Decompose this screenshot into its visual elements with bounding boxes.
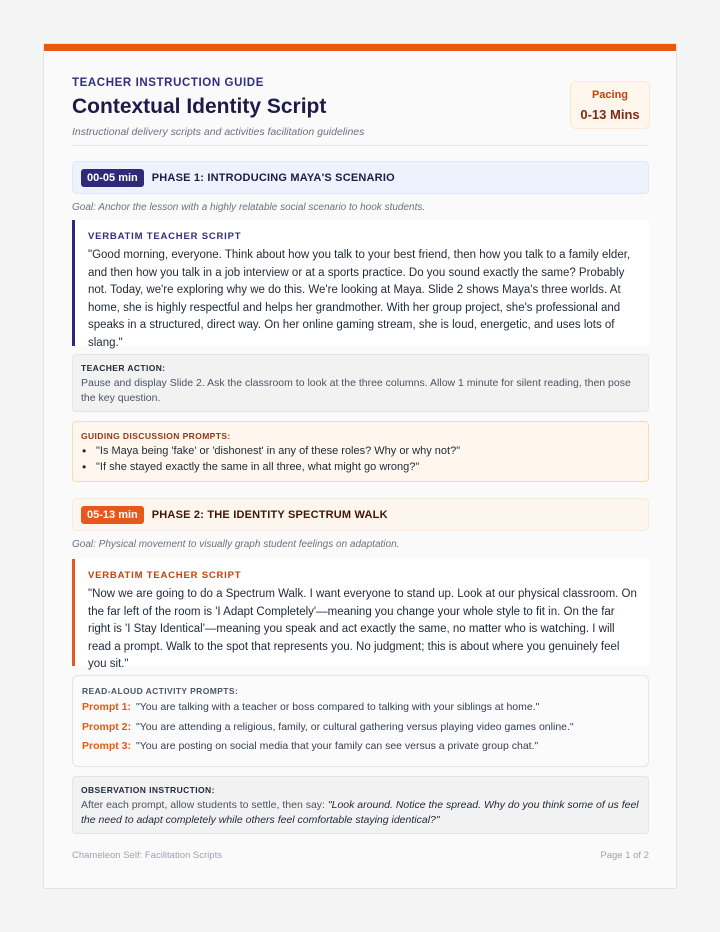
read-aloud-prompt bbox=[82, 701, 639, 716]
list-item: • "If she stayed exactly the same in all three, what might go wrong?" bbox=[81, 459, 640, 475]
pacing-badge bbox=[570, 81, 650, 129]
phase-2-time-badge: 05-13 min bbox=[81, 506, 144, 524]
page-header bbox=[72, 77, 650, 138]
prompt-key: Prompt 1: bbox=[82, 701, 132, 713]
top-accent-bar bbox=[44, 44, 676, 51]
phase-2-script-box bbox=[72, 559, 649, 671]
teacher-action-box bbox=[72, 354, 649, 412]
page-footer bbox=[72, 850, 649, 861]
header-divider bbox=[72, 145, 649, 146]
observation-text bbox=[81, 798, 640, 828]
phase-2-header bbox=[72, 498, 649, 531]
discussion-prompts-box bbox=[72, 421, 649, 482]
discussion-prompts-list bbox=[81, 443, 640, 475]
phase-1-goal: Goal: Anchor the lesson with a highly relatable social scenario to hook students. bbox=[72, 202, 426, 213]
read-aloud-prompt bbox=[82, 740, 639, 755]
list-item: • "Is Maya being 'fake' or 'dishonest' in any of these roles? Why or why not?" bbox=[81, 443, 640, 459]
page-number: Page 1 of 2 bbox=[600, 850, 649, 861]
prompt-text: "You are talking with a teacher or boss compared to talking with your siblings at home." bbox=[136, 701, 540, 713]
guide-eyebrow: TEACHER INSTRUCTION GUIDE bbox=[72, 77, 264, 89]
phase-2-script-text: "Now we are going to do a Spectrum Walk. I want everyone to stand up. Look at our physical classroom. On the far left of the room is 'I Adapt Completely'—meaning you change your whole style to fit in. On the far right is 'I Stay Identical'—meaning you speak and act exactly the same, no matter who is watching. I will read a prompt. Walk to the spot that represents you. No judgment; this is about where you genuinely feel you sit." bbox=[88, 588, 637, 671]
phase-1-header bbox=[72, 161, 649, 194]
page-title: Contextual Identity Script bbox=[72, 95, 327, 118]
observation-instruction: After each prompt, allow students to settle, then say: bbox=[81, 799, 328, 811]
observation-box bbox=[72, 776, 649, 834]
phase-2-script-label: VERBATIM TEACHER SCRIPT bbox=[88, 570, 242, 581]
read-aloud-prompts-box bbox=[72, 675, 649, 767]
read-aloud-label: READ-ALOUD ACTIVITY PROMPTS: bbox=[82, 686, 239, 696]
footer-title: Chameleon Self: Facilitation Scripts bbox=[72, 850, 222, 861]
phase-1-script-text: "Good morning, everyone. Think about how you talk to your best friend, then how you talk to a family elder, and then how you talk in a job interview or at a sports practice. Do you sound exactly the same? Probably not. Today, we're exploring why we do this. We're looking at Maya. Slide 2 shows Maya's three worlds. At home, she is highly respectful and helps her grandmother. With her group project, she's professional and speaks in a structured, direct way. On her online gaming stream, she is loud, energetic, and uses lots of slang." bbox=[88, 249, 631, 349]
pacing-value: 0-13 Mins bbox=[580, 107, 640, 122]
phase-2-title: PHASE 2: THE IDENTITY SPECTRUM WALK bbox=[151, 508, 388, 521]
prompt-text: "You are attending a religious, family, or cultural gathering versus playing video games online." bbox=[136, 720, 574, 733]
discussion-prompts-label: GUIDING DISCUSSION PROMPTS: bbox=[81, 431, 231, 441]
phase-2-goal: Goal: Physical movement to visually graph student feelings on adaptation. bbox=[72, 539, 400, 550]
pacing-label: Pacing bbox=[591, 89, 629, 101]
observation-label: OBSERVATION INSTRUCTION: bbox=[81, 785, 215, 795]
teacher-action-label: TEACHER ACTION: bbox=[81, 363, 166, 373]
prompt-text: "You are posting on social media that your family can see versus a private group chat." bbox=[136, 740, 539, 752]
teacher-action-text: Pause and display Slide 2. Ask the classroom to look at the three columns. Allow 1 minute for silent reading, then pose the key question. bbox=[81, 377, 631, 404]
page-subtitle: Instructional delivery scripts and activities facilitation guidelines bbox=[72, 126, 365, 138]
prompt-key: Prompt 3: bbox=[82, 740, 132, 752]
prompt-key: Prompt 2: bbox=[82, 720, 132, 733]
read-aloud-prompt bbox=[82, 721, 639, 736]
phase-1-time-badge: 00-05 min bbox=[81, 169, 144, 187]
phase-1-script-box bbox=[72, 220, 649, 349]
observation-quote: "Look around. Notice the spread. Why do you think some of us feel the need to adapt completely while others feel comfortable staying identical?" bbox=[81, 799, 639, 826]
phase-1-title: PHASE 1: INTRODUCING MAYA'S SCENARIO bbox=[151, 171, 395, 184]
phase-1-script-label: VERBATIM TEACHER SCRIPT bbox=[88, 231, 242, 242]
document-page bbox=[43, 43, 677, 889]
